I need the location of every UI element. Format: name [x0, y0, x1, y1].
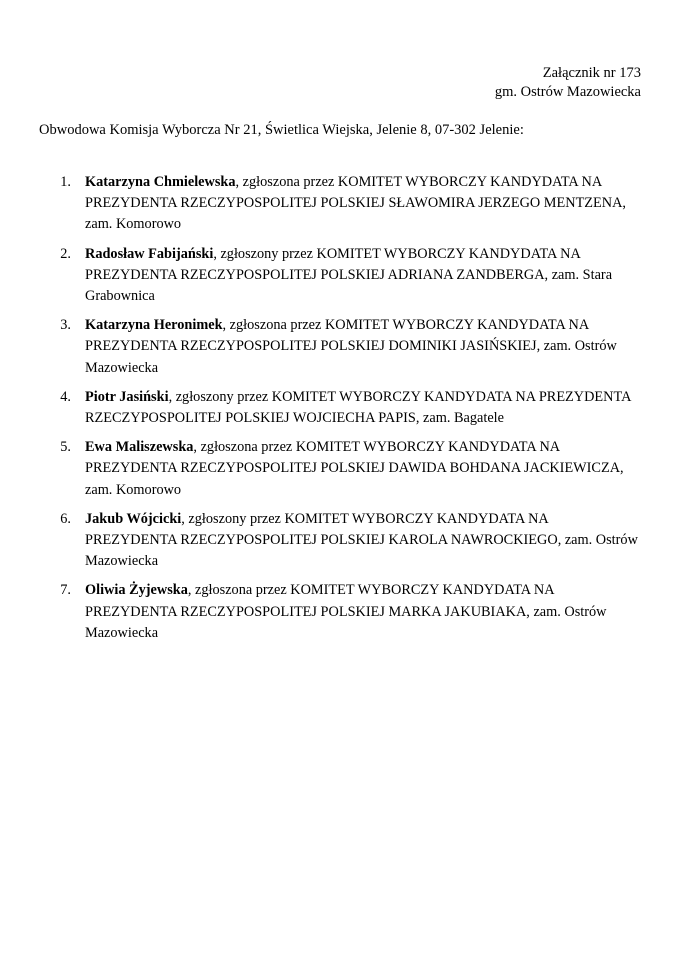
- candidate-number: 3.: [60, 317, 71, 334]
- candidate-name: Oliwia Żyjewska: [85, 582, 188, 599]
- candidate-details: , zgłoszony przez KOMITET WYBORCZY KANDYDATA NA PREZYDENTA RZECZYPOSPOLITEJ POLSKIEJ ADRIANA ZANDBERGA, zam. Stara Grabownica: [85, 245, 613, 305]
- document-header: [495, 64, 641, 102]
- candidate-number: 6.: [60, 510, 71, 527]
- candidate-number: 5.: [60, 439, 71, 456]
- candidate-entry: [39, 509, 643, 573]
- candidate-number: 1.: [60, 174, 71, 190]
- candidate-entry: [39, 387, 643, 429]
- candidate-list: [39, 172, 643, 644]
- candidate-name: Radosław Fabijański: [85, 245, 214, 262]
- candidate-entry: [39, 315, 643, 379]
- candidate-name: Katarzyna Chmielewska: [85, 174, 236, 190]
- candidate-name: Ewa Maliszewska: [85, 439, 194, 456]
- candidate-number: 2.: [60, 245, 71, 262]
- candidate-entry: [39, 437, 643, 501]
- candidate-details: , zgłoszony przez KOMITET WYBORCZY KANDYDATA NA PREZYDENTA RZECZYPOSPOLITEJ POLSKIEJ KAROLA NAWROCKIEGO, zam. Ostrów Mazowiecka: [85, 510, 638, 570]
- candidate-text: [85, 387, 643, 429]
- candidate-entry: [39, 580, 643, 644]
- candidate-details: , zgłoszona przez KOMITET WYBORCZY KANDYDATA NA PREZYDENTA RZECZYPOSPOLITEJ POLSKIEJ DOMINIKI JASIŃSKIEJ, zam. Ostrów Mazowiecka: [85, 317, 617, 376]
- candidate-name: Jakub Wójcicki: [85, 510, 182, 527]
- candidate-text: [85, 580, 643, 644]
- candidate-details: , zgłoszona przez KOMITET WYBORCZY KANDYDATA NA PREZYDENTA RZECZYPOSPOLITEJ POLSKIEJ SŁAWOMIRA JERZEGO MENTZENA, zam. Komorowo: [85, 174, 626, 233]
- candidate-text: [85, 244, 643, 308]
- candidate-entry: [39, 172, 643, 236]
- candidate-details: , zgłoszona przez KOMITET WYBORCZY KANDYDATA NA PREZYDENTA RZECZYPOSPOLITEJ POLSKIEJ DAWIDA BOHDANA JACKIEWICZA, zam. Komorowo: [85, 439, 624, 498]
- candidate-name: Piotr Jasiński: [85, 388, 169, 405]
- attachment-number-label: Załącznik nr 173: [542, 65, 641, 81]
- candidate-text: [85, 172, 643, 236]
- candidate-entry: [39, 244, 643, 308]
- candidate-text: [85, 509, 643, 573]
- candidate-text: [85, 315, 643, 379]
- candidate-details: , zgłoszony przez KOMITET WYBORCZY KANDYDATA NA PREZYDENTA RZECZYPOSPOLITEJ POLSKIEJ WOJCIECHA PAPIS, zam. Bagatele: [85, 388, 631, 427]
- candidate-details: , zgłoszona przez KOMITET WYBORCZY KANDYDATA NA PREZYDENTA RZECZYPOSPOLITEJ POLSKIEJ MARKA JAKUBIAKA, zam. Ostrów Mazowiecka: [85, 582, 607, 641]
- candidate-name: Katarzyna Heronimek: [85, 317, 223, 334]
- candidate-number: 7.: [60, 582, 71, 599]
- municipality-label: gm. Ostrów Mazowiecka: [494, 84, 641, 100]
- commission-heading: Obwodowa Komisja Wyborcza Nr 21, Świetlica Wiejska, Jelenie 8, 07-302 Jelenie:: [39, 122, 524, 138]
- candidate-text: [85, 437, 643, 501]
- candidate-number: 4.: [60, 388, 71, 405]
